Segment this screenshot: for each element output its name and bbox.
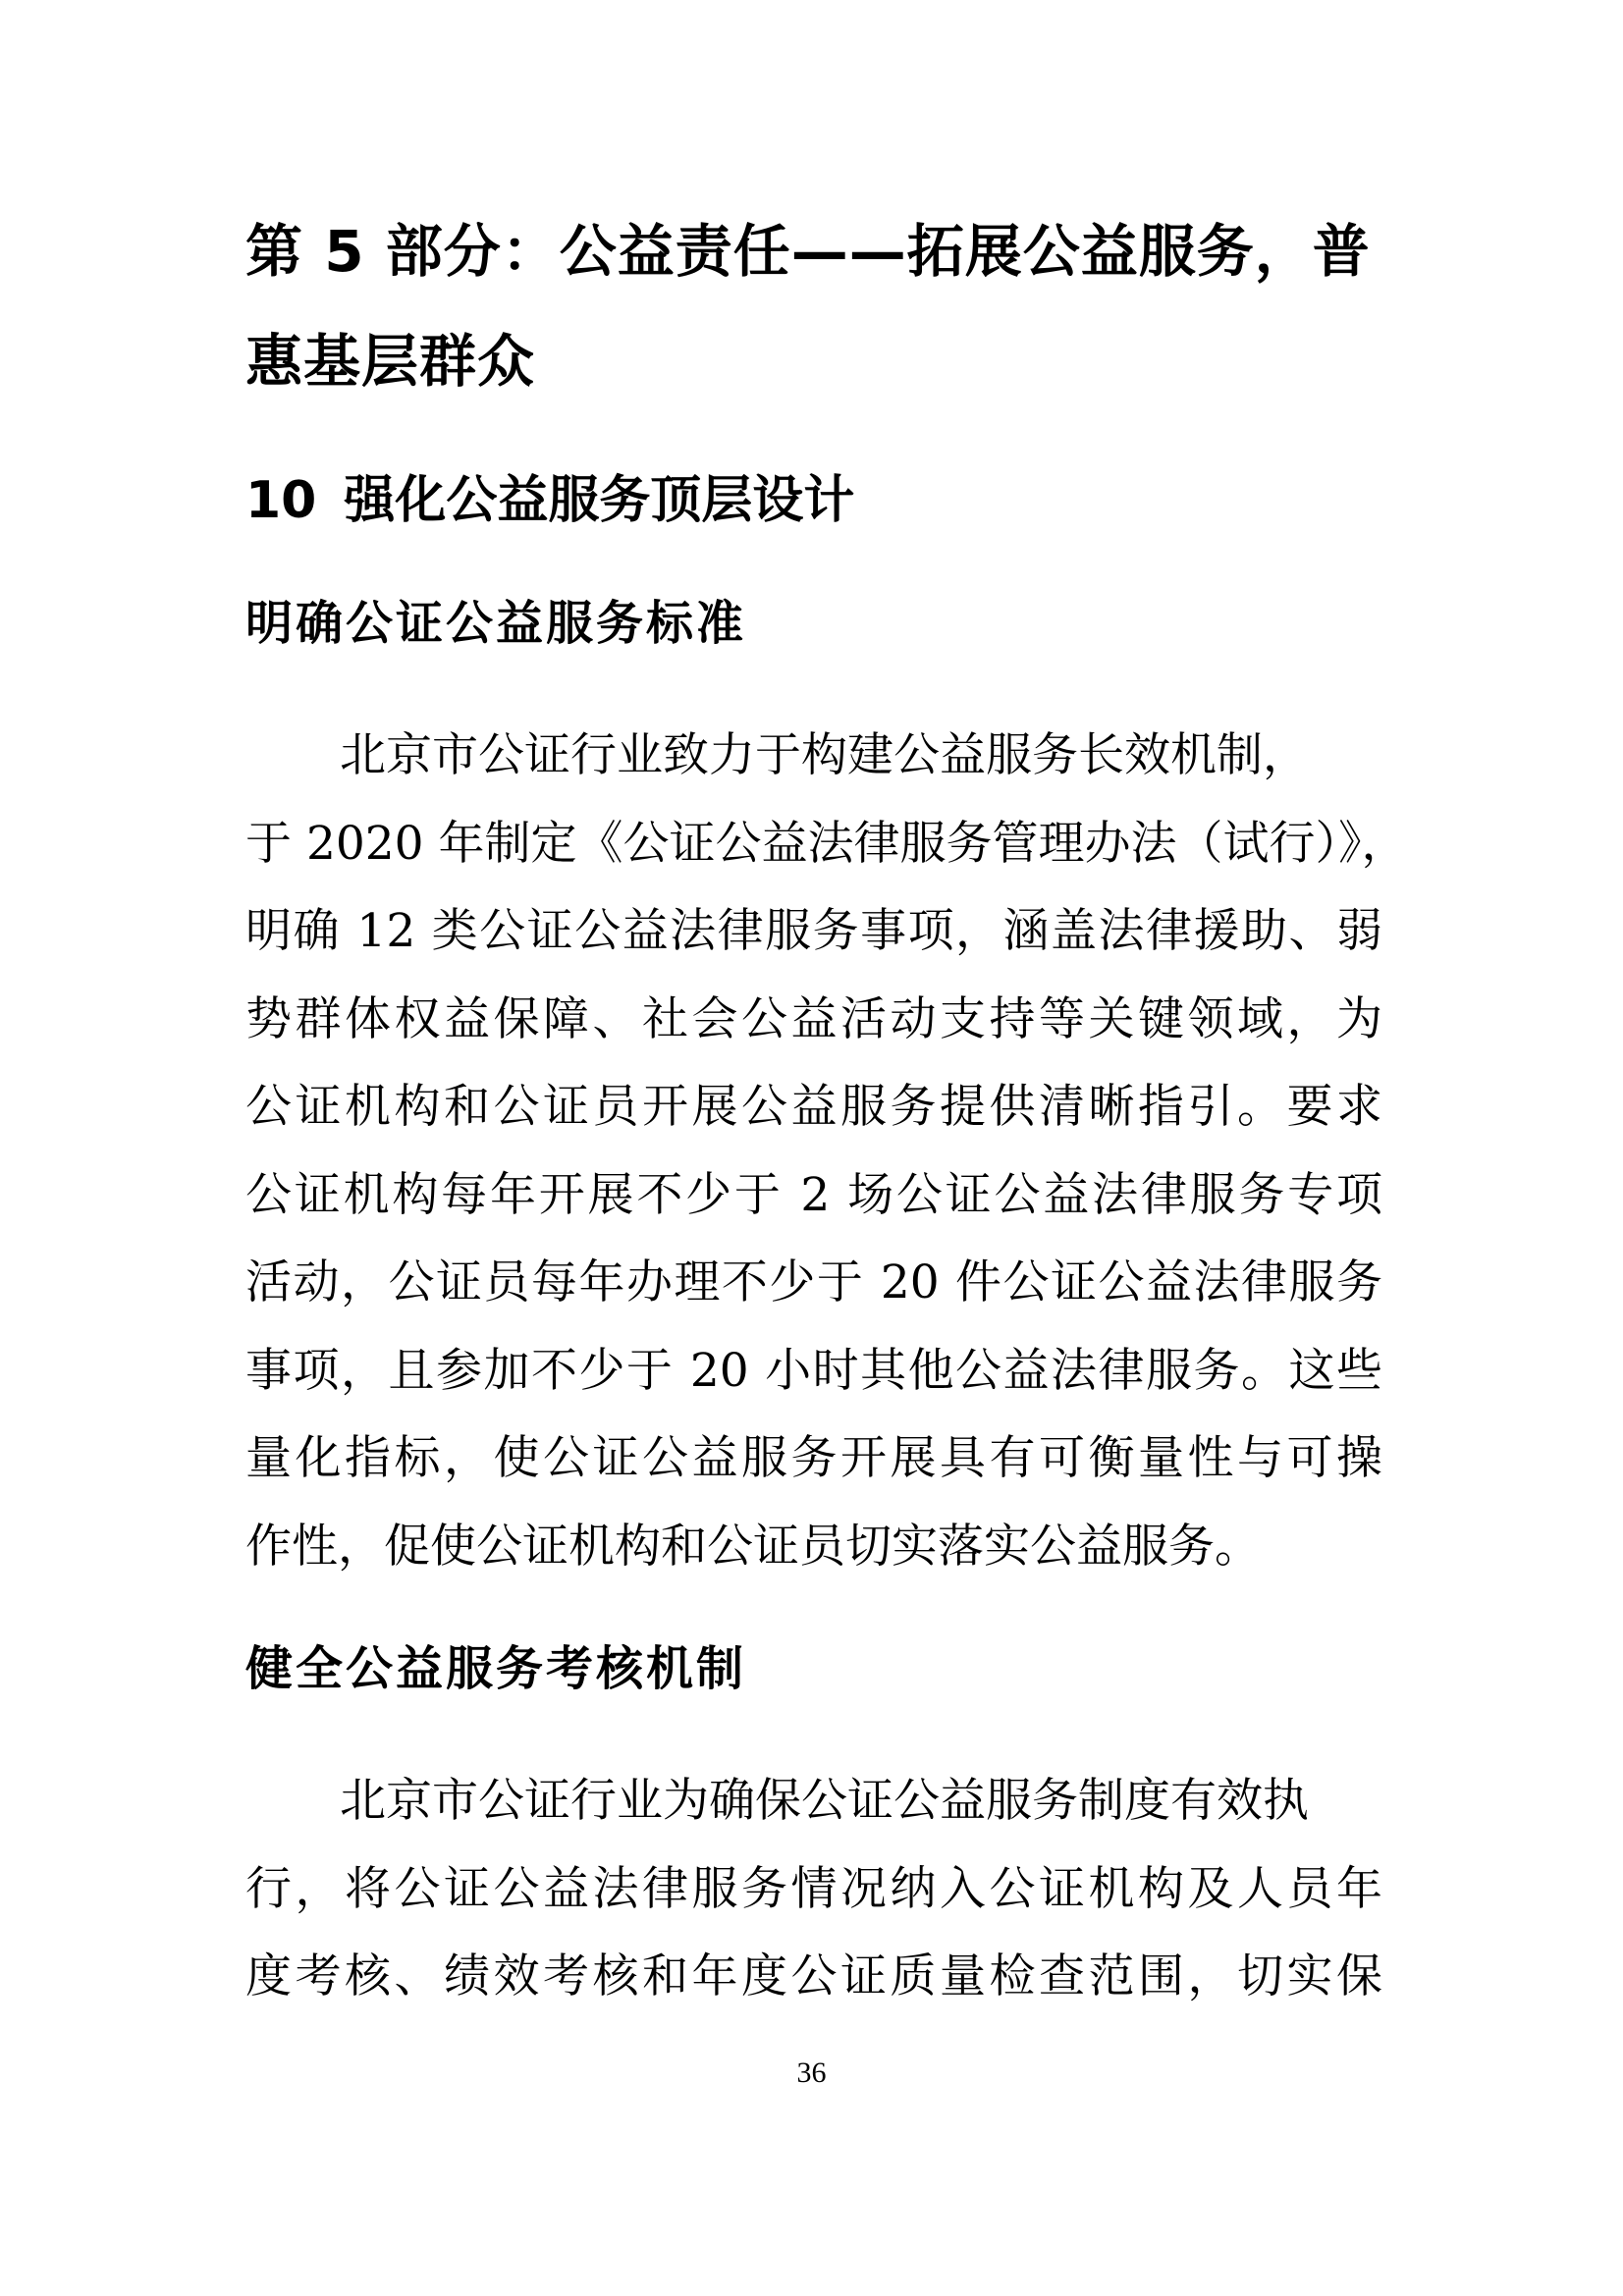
- paragraph-line: 行，将公证公益法律服务情况纳入公证机构及人员年: [245, 1861, 1382, 1916]
- paragraph-line: 于 2020 年制定《公证公益法律服务管理办法（试行）》，: [245, 816, 1408, 871]
- part-title: 第 5 部分：公益责任——拓展公益服务，普惠基层群众: [245, 218, 1371, 395]
- paragraph-line: 公证机构每年开展不少于 2 场公证公益法律服务专项: [245, 1167, 1382, 1222]
- paragraph-line: 度考核、绩效考核和年度公证质量检查范围，切实保: [245, 1949, 1382, 2003]
- section-title: [245, 461, 854, 540]
- paragraph-assessment: [245, 1757, 1382, 2021]
- paragraph-line: 公证机构和公证员开展公益服务提供清晰指引。要求: [245, 1080, 1382, 1134]
- page-number: 36: [796, 2056, 827, 2089]
- subheading-standards: 明确公证公益服务标准: [245, 596, 747, 651]
- paragraph-line: 量化指标，使公证公益服务开展具有可衡量性与可操: [245, 1431, 1382, 1485]
- paragraph-line: 活动，公证员每年办理不少于 20 件公证公益法律服务: [245, 1255, 1382, 1309]
- paragraph-line: 事项，且参加不少于 20 小时其他公益法律服务。这些: [245, 1343, 1382, 1398]
- paragraph-line: 明确 12 类公证公益法律服务事项，涵盖法律援助、弱: [245, 904, 1382, 958]
- section-number: 10: [245, 471, 317, 530]
- paragraph-line: 作性，促使公证机构和公证员切实落实公益服务。: [245, 1519, 1261, 1574]
- subheading-assessment: 健全公益服务考核机制: [245, 1641, 747, 1696]
- paragraph-line: 北京市公证行业致力于构建公益服务长效机制，: [340, 728, 1309, 782]
- paragraph-line: 势群体权益保障、社会公益活动支持等关键领域，为: [245, 991, 1382, 1046]
- paragraph-standards: [245, 712, 1408, 1590]
- section-title-text: 强化公益服务顶层设计: [344, 471, 855, 530]
- paragraph-line: 北京市公证行业为确保公证公益服务制度有效执: [340, 1774, 1309, 1828]
